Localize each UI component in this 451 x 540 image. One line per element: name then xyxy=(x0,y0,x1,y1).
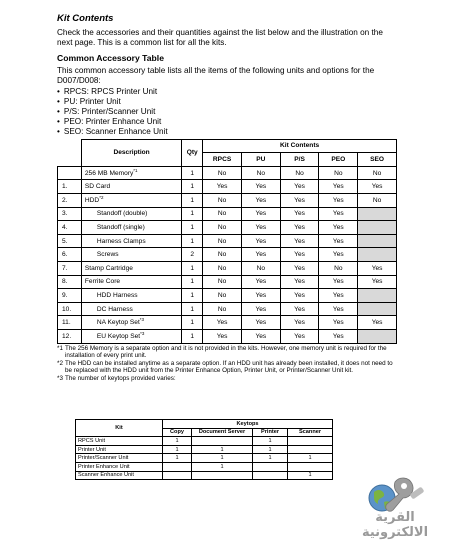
table-row xyxy=(58,248,397,262)
kit-cell xyxy=(358,329,397,343)
row-number: 7. xyxy=(58,261,82,275)
kit-cell xyxy=(358,234,397,248)
kit-cell: Yes xyxy=(203,329,242,343)
row-number: 3. xyxy=(58,207,82,221)
kit-cell: Yes xyxy=(319,180,358,194)
keytop-count: 1 xyxy=(163,445,192,454)
kit-cell: Yes xyxy=(241,234,280,248)
kit-cell: Yes xyxy=(280,248,319,262)
keytop-header-kit: Kit xyxy=(76,420,163,437)
unit-list-item: • PU: Printer Unit xyxy=(57,97,397,107)
kit-cell: No xyxy=(203,289,242,303)
kit-cell: Yes xyxy=(241,289,280,303)
table-row xyxy=(58,261,397,275)
kit-cell: Yes xyxy=(280,289,319,303)
footnote-ref: *3 xyxy=(139,316,145,322)
keytop-row xyxy=(76,437,333,446)
kit-cell: Yes xyxy=(358,180,397,194)
page-heading: Kit Contents xyxy=(57,13,114,24)
section-heading: Common Accessory Table xyxy=(57,52,164,63)
kit-cell xyxy=(358,221,397,235)
table-row xyxy=(58,289,397,303)
description-text: 256 MB Memory xyxy=(84,169,134,177)
row-description xyxy=(81,329,181,343)
kit-cell: Yes xyxy=(319,221,358,235)
kit-cell: Yes xyxy=(203,180,242,194)
kit-cell: Yes xyxy=(241,221,280,235)
table-row xyxy=(58,234,397,248)
description-text: Stamp Cartridge xyxy=(84,264,133,272)
header-kit-contents: Kit Contents xyxy=(203,139,397,153)
row-number: 2. xyxy=(58,194,82,208)
table-row xyxy=(58,302,397,316)
unit-list xyxy=(57,87,397,138)
row-number: 10. xyxy=(58,302,82,316)
unit-list-item: • SEO: Scanner Enhance Unit xyxy=(57,127,397,137)
kit-cell: Yes xyxy=(280,316,319,330)
keytop-header-col: Document Server xyxy=(192,428,253,437)
header-kit-col: SEO xyxy=(358,153,397,167)
kit-cell: Yes xyxy=(203,316,242,330)
table-row xyxy=(58,180,397,194)
table-row xyxy=(58,221,397,235)
keytop-count: 1 xyxy=(253,437,288,446)
row-qty: 2 xyxy=(182,248,203,262)
kit-cell: Yes xyxy=(241,329,280,343)
kit-cell: Yes xyxy=(280,221,319,235)
row-description xyxy=(81,248,181,262)
row-qty: 1 xyxy=(182,234,203,248)
kit-cell: No xyxy=(203,166,242,180)
kit-cell: Yes xyxy=(280,302,319,316)
row-number xyxy=(58,166,82,180)
description-text: HDD Harness xyxy=(96,291,138,299)
row-qty: 1 xyxy=(182,329,203,343)
kit-cell: Yes xyxy=(319,207,358,221)
kit-cell: No xyxy=(203,234,242,248)
row-description xyxy=(81,221,181,235)
kit-cell: Yes xyxy=(280,194,319,208)
kit-cell: Yes xyxy=(319,289,358,303)
keytop-count xyxy=(163,462,192,471)
footnote-mark: *3 xyxy=(57,374,63,382)
footnote-ref: *3 xyxy=(140,330,145,336)
accessory-table xyxy=(57,139,397,344)
kit-cell: No xyxy=(241,261,280,275)
kit-cell xyxy=(358,289,397,303)
keytop-row xyxy=(76,462,333,471)
row-number: 8. xyxy=(58,275,82,289)
row-description xyxy=(81,275,181,289)
keytop-count xyxy=(288,437,333,446)
header-qty: Qty xyxy=(182,139,203,166)
kit-cell: No xyxy=(203,302,242,316)
row-qty: 1 xyxy=(182,166,203,180)
keytop-table-body xyxy=(76,437,333,480)
row-number: 12. xyxy=(58,329,82,343)
kit-cell: No xyxy=(203,221,242,235)
kit-cell: Yes xyxy=(280,329,319,343)
kit-cell: No xyxy=(203,261,242,275)
kit-cell: Yes xyxy=(241,248,280,262)
keytop-count xyxy=(192,437,253,446)
row-qty: 1 xyxy=(182,302,203,316)
row-description xyxy=(81,289,181,303)
row-number: 11. xyxy=(58,316,82,330)
kit-cell: Yes xyxy=(358,275,397,289)
keytop-count xyxy=(288,445,333,454)
accessory-table-body xyxy=(58,166,397,343)
footnote-text: The HDD can be installed anytime as a separate option. If an HDD unit has already been installed, it does not need to be replaced with the HDD unit from the Printer Enhance Option, Printer Unit, or Printer/Scanner Unit kit. xyxy=(65,359,393,375)
kit-cell: No xyxy=(358,194,397,208)
header-kit-col: P/S xyxy=(280,153,319,167)
row-description xyxy=(81,166,181,180)
description-text: Ferrite Core xyxy=(84,278,121,286)
keytop-count xyxy=(253,462,288,471)
intro-paragraph: Check the accessories and their quantities against the list below and the illustration on the next page. This is a common list for all the kits. xyxy=(57,28,383,48)
kit-cell: No xyxy=(319,261,358,275)
kit-cell: Yes xyxy=(319,248,358,262)
header-kit-col: RPCS xyxy=(203,153,242,167)
section-intro: This common accessory table lists all the items of the following units and options for the D007/D008: xyxy=(57,65,375,86)
kit-cell xyxy=(358,248,397,262)
kit-cell: Yes xyxy=(358,261,397,275)
keytop-count: 1 xyxy=(192,462,253,471)
keytop-count: 1 xyxy=(163,454,192,463)
description-text: SD Card xyxy=(84,183,111,191)
row-number: 4. xyxy=(58,221,82,235)
keytop-header-col: Copy xyxy=(163,428,192,437)
description-text: DC Harness xyxy=(96,305,133,313)
table-row xyxy=(58,194,397,208)
row-qty: 1 xyxy=(182,180,203,194)
row-number: 6. xyxy=(58,248,82,262)
row-qty: 1 xyxy=(182,275,203,289)
keytop-count: 1 xyxy=(253,445,288,454)
header-spacer xyxy=(58,139,82,166)
description-text: EU Keytop Set xyxy=(96,332,141,340)
row-qty: 1 xyxy=(182,207,203,221)
footnote xyxy=(57,375,397,383)
kit-cell: Yes xyxy=(280,261,319,275)
kit-cell: Yes xyxy=(319,302,358,316)
footnote-ref: *1 xyxy=(133,167,138,173)
keytop-count xyxy=(288,462,333,471)
kit-cell: Yes xyxy=(241,275,280,289)
kit-cell: Yes xyxy=(280,180,319,194)
kit-cell: No xyxy=(358,166,397,180)
keytop-count: 1 xyxy=(288,454,333,463)
kit-cell xyxy=(358,302,397,316)
row-qty: 1 xyxy=(182,261,203,275)
keytop-header-col: Printer xyxy=(253,428,288,437)
row-number: 9. xyxy=(58,289,82,303)
keytop-count: 1 xyxy=(253,454,288,463)
keytop-kit-label: Printer Enhance Unit xyxy=(76,462,163,471)
kit-cell: No xyxy=(203,275,242,289)
footnotes xyxy=(57,345,397,383)
table-row xyxy=(58,275,397,289)
footnote-mark: *1 xyxy=(57,344,63,352)
row-number: 5. xyxy=(58,234,82,248)
kit-cell: Yes xyxy=(319,316,358,330)
kit-cell: Yes xyxy=(280,207,319,221)
kit-cell: Yes xyxy=(280,275,319,289)
kit-cell: Yes xyxy=(241,316,280,330)
row-description xyxy=(81,261,181,275)
unit-list-item: • P/S: Printer/Scanner Unit xyxy=(57,107,397,117)
footnote-mark: *2 xyxy=(57,359,63,367)
kit-cell: No xyxy=(280,166,319,180)
kit-cell: Yes xyxy=(280,234,319,248)
header-kit-col: PU xyxy=(241,153,280,167)
keytop-count: 1 xyxy=(288,471,333,480)
keytop-count xyxy=(163,471,192,480)
unit-list-item: • PEO: Printer Enhance Unit xyxy=(57,117,397,127)
kit-cell: Yes xyxy=(241,302,280,316)
kit-cell: No xyxy=(241,166,280,180)
row-qty: 1 xyxy=(182,316,203,330)
kit-cell xyxy=(358,207,397,221)
kit-cell: No xyxy=(203,207,242,221)
footnote-ref: *2 xyxy=(99,194,104,200)
row-description xyxy=(81,194,181,208)
keytop-table xyxy=(75,419,333,480)
header-description: Description xyxy=(81,139,181,166)
footnote-text: The number of keytops provided varies: xyxy=(65,374,176,382)
keytop-kit-label: Scanner Enhance Unit xyxy=(76,471,163,480)
row-description xyxy=(81,207,181,221)
keytop-count: 1 xyxy=(192,445,253,454)
table-row xyxy=(58,207,397,221)
table-row xyxy=(58,316,397,330)
footnote xyxy=(57,345,397,360)
row-description xyxy=(81,302,181,316)
keytop-row xyxy=(76,445,333,454)
description-text: HDD xyxy=(84,196,100,204)
keytop-kit-label: Printer/Scanner Unit xyxy=(76,454,163,463)
row-qty: 1 xyxy=(182,221,203,235)
table-row xyxy=(58,329,397,343)
row-description xyxy=(81,180,181,194)
document-page xyxy=(57,13,397,383)
keytop-kit-label: Printer Unit xyxy=(76,445,163,454)
kit-cell: Yes xyxy=(319,234,358,248)
description-text: NA Keytop Set xyxy=(96,319,140,327)
row-number: 1. xyxy=(58,180,82,194)
unit-list-item: • RPCS: RPCS Printer Unit xyxy=(57,87,397,97)
row-description xyxy=(81,316,181,330)
row-qty: 1 xyxy=(182,289,203,303)
footnote-text: The 256 Memory is a separate option and it is not provided in the kits. However, one memory unit is required for the installation of every print unit. xyxy=(65,344,387,360)
table-row xyxy=(58,166,397,180)
header-kit-col: PEO xyxy=(319,153,358,167)
keytop-header-col: Scanner xyxy=(288,428,333,437)
keytop-count xyxy=(192,471,253,480)
kit-cell: No xyxy=(203,194,242,208)
kit-cell: No xyxy=(319,166,358,180)
kit-cell: Yes xyxy=(241,207,280,221)
description-text: Screws xyxy=(96,251,119,259)
keytop-row xyxy=(76,454,333,463)
keytop-row xyxy=(76,471,333,480)
description-text: Standoff (double) xyxy=(96,210,148,218)
keytop-count xyxy=(253,471,288,480)
keytop-header-group: Keytops xyxy=(163,420,333,429)
kit-cell: Yes xyxy=(241,194,280,208)
kit-cell: Yes xyxy=(319,329,358,343)
kit-cell: Yes xyxy=(319,275,358,289)
kit-cell: Yes xyxy=(241,180,280,194)
description-text: Harness Clamps xyxy=(96,237,146,245)
description-text: Standoff (single) xyxy=(96,224,145,231)
watermark-text: القرية الالكترونية xyxy=(361,510,429,540)
footnote xyxy=(57,360,397,375)
kit-cell: Yes xyxy=(319,194,358,208)
row-qty: 1 xyxy=(182,194,203,208)
keytop-kit-label: RPCS Unit xyxy=(76,437,163,446)
kit-cell: No xyxy=(203,248,242,262)
row-description xyxy=(81,234,181,248)
kit-cell: Yes xyxy=(358,316,397,330)
keytop-count: 1 xyxy=(192,454,253,463)
keytop-count: 1 xyxy=(163,437,192,446)
